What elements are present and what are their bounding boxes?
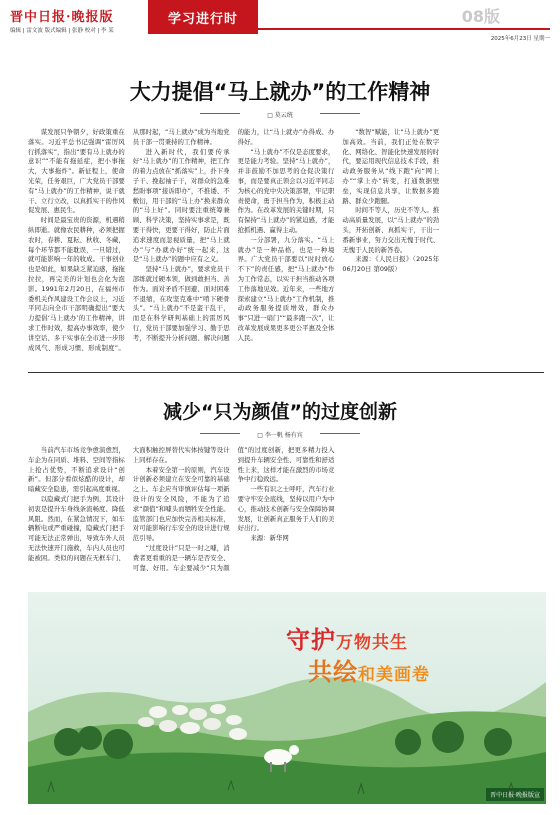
paragraph: “马上就办”不仅是态度要求，更是能力考验。坚持“马上就办”，并非鼓励不加思考的仓促决策行事，而是要真正领会以习近平同志为核心的党中央决策部署，牢记职责使命，勇于担当作为，积极主动作为。在改革发展的关键时期，只有保持“马上就办”的紧迫感，才能抢抓机遇、赢得主动。 (237, 147, 335, 234)
paragraph: 谋发展只争朝夕，好政策重在落实。习近平总书记强调“雷厉风行抓落实”，指出“要有马上就办的意识”“不能有拖延症，把小事拖大，大事拖炸”。新征程上，使命光荣，任务艰巨，广大党员干部要有“马上就办”的工作精神，说干就干、立行立改，以真抓实干的作风促发展、惠民生。 (28, 128, 125, 215)
section-divider (28, 372, 544, 373)
slogan-emphasis: 共绘 (308, 658, 358, 686)
article-1-byline: □ 莫云统 (267, 112, 293, 119)
slogan-text: 万物共生 (336, 633, 408, 653)
article-1-source: 来源：《人民日报》（2025年06月20日 第09版） (342, 255, 440, 274)
article-2-source: 来源：新华网 (250, 534, 289, 543)
poster-slogan-line-1 (286, 620, 408, 655)
poster-credit: 晋中日报·晚报版宣 (486, 788, 544, 801)
issue-date: 2025年6月23日 星期一 (490, 36, 550, 42)
editor-credits: 编辑 | 雷文波 版式编辑 | 张静 校对 | 李 某 (10, 28, 114, 34)
paragraph: 进入新时代，我们要传承好“马上就办”的工作精神，把工作的着力点放在“抓落实”上，扑下身子干、挽起袖子干，对群众的急难愁盼事项“接诉即办”，不推诿、不敷衍，用干部的“马上办”换来群众的“马上好”。同时要注重统筹兼顾、科学决策，坚持实事求是，既要干得快，更要干得好，防止片面追求速度而忽视质量，把“马上就办”与“办就办好”统一起来，这是“马上就办”的题中应有之义。 (132, 147, 230, 264)
article-2-byline: □ 李一帆 杨有宾 (257, 432, 303, 439)
paragraph: 当前汽车市场竞争愈演愈烈，车企为在同质、堆料、空间等指标上抢占优势，不断追求设计“创新”。但部分看似炫酷的设计，却暗藏安全隐患，需引起高度重视。 (28, 446, 125, 494)
paragraph: 时间不等人，历史不等人。推动高质量发展，以“马上就办”的劲头，开拓创新、真抓实干，干出一番新事业，努力交出无愧于时代、无愧于人民的新答卷。 (342, 206, 440, 254)
paragraph: 时间是最宝贵的资源，机遇稍纵即逝。就像农民耕种，必须把握农时，春耕、夏耘、秋收、冬藏，每个环节都不能耽误，一旦错过，就可能影响一年的收成。干事创业也是如此，如果缺乏紧迫感，拖拖拉拉，再完美的计划也会化为泡影。1991年2月20日，在福州市委机关作风建设工作会议上，习近平同志向全市干部明确提出“要大力提倡‘马上就办’的工作精神，讲求工作时效，提高办事效率，使少讲空话、多干实事在全市进一步形成风气、形成习惯、形成制度”。从那时起，“马上就办”成为当地党员干部一贯秉持的工作精神。 (28, 128, 230, 352)
slogan-text: 和美画卷 (358, 665, 430, 685)
article-2-title: 减少“只为颜值”的过度创新 (163, 401, 397, 423)
byline-rule-right (320, 433, 360, 434)
header-rule (258, 28, 550, 30)
article-1-title: 大力提倡“马上就办”的工作精神 (129, 80, 431, 104)
paragraph: “数智”赋能，让“马上就办”更加高效。当前，我们正处在数字化、网络化、智能化快速发展的时代，要运用现代信息技术手段，推动政务服务从“线下跑”向“网上办”“掌上办”转变，打通数据壁垒，实现信息共享，让数据多跑路、群众少跑腿。 (342, 128, 440, 205)
article-1-body (28, 128, 544, 360)
paragraph: 一些有识之士呼吁，汽车行业要守牢安全底线，坚持以用户为中心，推动技术创新与安全保障协调发展，让创新真正服务于人们的美好出行。 (237, 485, 335, 533)
page-number: 08版 (461, 7, 500, 26)
paragraph: 本着安全第一的原则，汽车设计创新必须建立在安全可靠的基础之上。车企应当审慎评估每一项新设计的安全风险，不能为了追求“颜值”和噱头而牺牲安全性能。监管部门也应加快完善相关标准，对可能影响行车安全的设计进行规范引导。 (132, 465, 230, 543)
column-title: 学习进行时 (148, 0, 258, 34)
paragraph: 坚持“马上就办”，要求党员干部练就过硬本领，做到敢担当、善作为。面对矛盾不回避、面对困难不退缩，在攻坚克难中“啃下硬骨头”。“马上就办”不是蛮干乱干，而是在科学研判基础上的雷厉风行，党员干部要加强学习、勤于思考，不断提升分析问题、解决问题的能力，让“马上就办”办得成、办得好。 (132, 128, 335, 342)
paragraph: 以隐藏式门把手为例，其设计初衷是提升车身线条流畅度、降低风阻。然而，在紧急情况下，如车辆断电或严重碰撞，隐藏式门把手可能无法正常弹出，导致车外人员无法快速开门施救，车内人员也可能被困。类似的问题在无框车门、大面积触控屏替代实体按键等设计上同样存在。 (28, 446, 230, 562)
newspaper-logo: 晋中日报·晚报版 (10, 10, 114, 25)
poster-slogan-line-2 (308, 652, 430, 687)
paragraph: 一分部署，九分落实。“马上就办”是一种品格，也是一种境界。广大党员干部要以“时时放心不下”的责任感，把“马上就办”作为工作常态，以实干担当推动各项工作落地见效。近年来，一些地方探索建立“马上就办”工作机制，推动政务服务提质增效，群众办事“只进一扇门”“最多跑一次”，让改革发展成果更多更公平惠及全体人民。 (237, 235, 335, 342)
article-2-body (28, 446, 544, 578)
slogan-emphasis: 守护 (286, 626, 336, 654)
byline-rule-right (320, 113, 360, 114)
paragraph: “过度设计”只是一时之噱，消费者更看重的是一辆车是否安全、可靠、好用。车企要减少“只为颜值”的过度创新，把更多精力投入到提升车辆安全性、可靠性和舒适性上来，这样才能在激烈的市场竞争中行稳致远。 (132, 446, 335, 572)
